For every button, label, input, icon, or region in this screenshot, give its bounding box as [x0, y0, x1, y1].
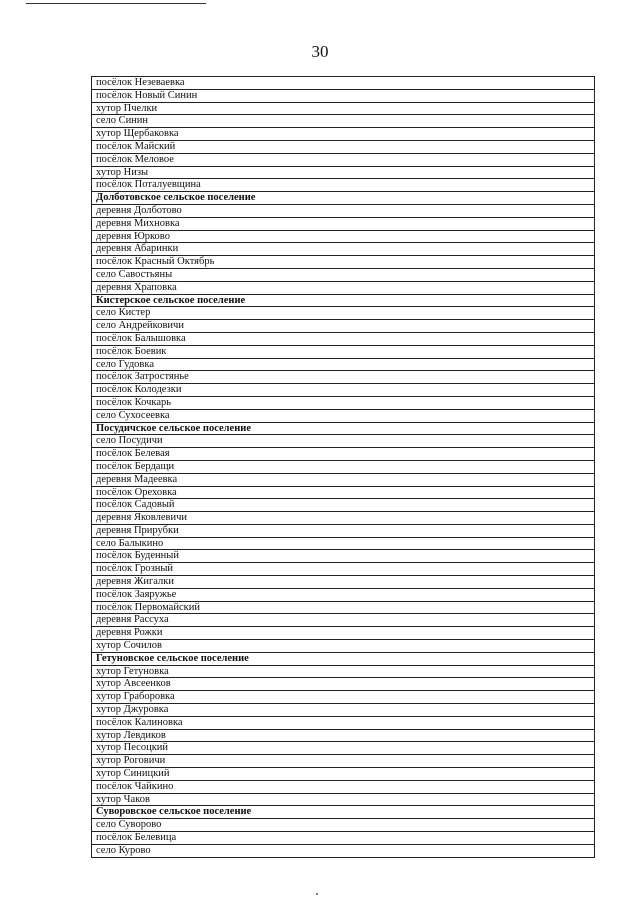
table-row: посёлок Поталуевщина: [92, 179, 594, 192]
table-row: посёлок Незеваевка: [92, 77, 594, 90]
table-row: посёлок Грозный: [92, 563, 594, 576]
table-row: хутор Чаков: [92, 794, 594, 807]
table-row: село Кистер: [92, 307, 594, 320]
table-row: хутор Авсеенков: [92, 678, 594, 691]
settlement-group-header: Долботовское сельское поселение: [92, 192, 594, 205]
table-row: посёлок Майский: [92, 141, 594, 154]
table-row: посёлок Боевик: [92, 346, 594, 359]
table-row: деревня Юрково: [92, 231, 594, 244]
table-row: деревня Абаринки: [92, 243, 594, 256]
table-row: посёлок Затростянье: [92, 371, 594, 384]
page-number: 30: [311, 42, 329, 61]
table-row: посёлок Бердащи: [92, 461, 594, 474]
scan-speck: [316, 893, 318, 895]
table-row: хутор Левдиков: [92, 730, 594, 743]
table-row: деревня Рожки: [92, 627, 594, 640]
table-row: хутор Песоцкий: [92, 742, 594, 755]
table-row: посёлок Меловое: [92, 154, 594, 167]
table-row: посёлок Новый Синин: [92, 90, 594, 103]
table-row: хутор Сочилов: [92, 640, 594, 653]
table-row: деревня Храповка: [92, 282, 594, 295]
settlements-table: [91, 76, 595, 858]
settlement-group-header: Гетуновское сельское поселение: [92, 653, 594, 666]
table-row: село Гудовка: [92, 359, 594, 372]
table-row: хутор Граборовка: [92, 691, 594, 704]
table-row: деревня Мадеевка: [92, 474, 594, 487]
table-row: посёлок Белевица: [92, 832, 594, 845]
table-row: хутор Роговичи: [92, 755, 594, 768]
table-row: деревня Яковлевичи: [92, 512, 594, 525]
table-row: хутор Щербаковка: [92, 128, 594, 141]
table-row: посёлок Колодезки: [92, 384, 594, 397]
table-row: село Андрейковичи: [92, 320, 594, 333]
table-row: деревня Жигалки: [92, 576, 594, 589]
table-row: посёлок Балышовка: [92, 333, 594, 346]
table-row: посёлок Садовый: [92, 499, 594, 512]
table-row: деревня Рассуха: [92, 614, 594, 627]
table-row: село Балыкино: [92, 538, 594, 551]
table-row: хутор Низы: [92, 167, 594, 180]
table-row: село Посудичи: [92, 435, 594, 448]
table-row: посёлок Буденный: [92, 550, 594, 563]
table-row: посёлок Первомайский: [92, 602, 594, 615]
table-row: деревня Прирубки: [92, 525, 594, 538]
table-row: село Синин: [92, 115, 594, 128]
table-row: село Сухосеевка: [92, 410, 594, 423]
table-row: посёлок Ореховка: [92, 487, 594, 500]
table-row: посёлок Чайкино: [92, 781, 594, 794]
settlement-group-header: Суворовское сельское поселение: [92, 806, 594, 819]
settlement-group-header: Посудичское сельское поселение: [92, 423, 594, 436]
table-row: посёлок Заяружье: [92, 589, 594, 602]
table-row: село Курово: [92, 845, 594, 858]
top-rule: [26, 3, 206, 4]
table-row: посёлок Белевая: [92, 448, 594, 461]
table-row: хутор Гетуновка: [92, 666, 594, 679]
table-row: деревня Долботово: [92, 205, 594, 218]
table-row: посёлок Красный Октябрь: [92, 256, 594, 269]
table-row: хутор Пчелки: [92, 103, 594, 116]
table-row: хутор Синицкий: [92, 768, 594, 781]
table-row: село Савостьяны: [92, 269, 594, 282]
settlement-group-header: Кистерское сельское поселение: [92, 295, 594, 308]
table-row: деревня Михновка: [92, 218, 594, 231]
table-row: село Суворово: [92, 819, 594, 832]
table-row: посёлок Кочкарь: [92, 397, 594, 410]
table-row: хутор Джуровка: [92, 704, 594, 717]
table-row: посёлок Калиновка: [92, 717, 594, 730]
